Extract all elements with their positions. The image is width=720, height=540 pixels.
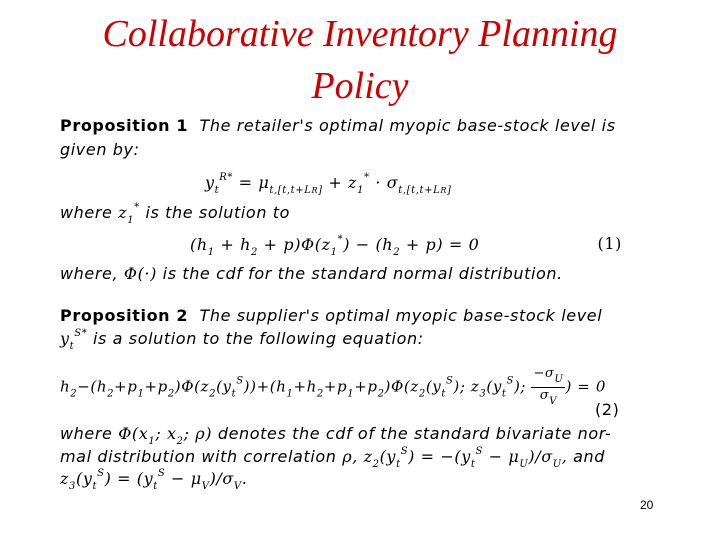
title-line-2: Policy	[311, 65, 409, 107]
prop2-desc-and: and	[573, 447, 606, 466]
prop2-desc-2: mal distribution with correlation ρ, $z_2(y_t^S) = -(y_t^S - \mu_U)/\sigma_U$, and	[60, 446, 606, 470]
prop1-line-1	[60, 116, 616, 135]
prop1-line-2: given by:	[60, 140, 140, 159]
prop1-where: where	[60, 203, 113, 222]
prop1-equation-yR: $y_t^{R*} = \mu_{t,[t,t+LR]} + z_1^* \cdot \sigma_{t,[t,t+LR]}$	[205, 172, 452, 196]
prop2-line-1	[60, 306, 602, 325]
prop1-where-rest: is the solution to	[145, 203, 291, 222]
prop2-line-2: $y_t^{S*}$ is a solution to the following equation:	[60, 328, 424, 352]
prop1-line-where: where $z_1^*$ is the solution to	[60, 202, 291, 226]
prop1-text-1: The retailer's optimal myopic base-stock level is	[199, 116, 616, 135]
prop2-heading: Proposition 2	[60, 306, 189, 325]
prop1-equation-1: $(h_1 + h_2 + p)\Phi(z_1^*) - (h_2 + p) = 0$ (1)	[190, 234, 622, 258]
prop2-text-2: is a solution to the following equation:	[93, 329, 424, 348]
prop2-desc-1: where $\Phi(x_1$; $x_2$; ρ) denotes the cdf of the standard bivariate nor-	[60, 424, 612, 447]
title-line-1: Collaborative Inventory Planning	[102, 13, 618, 55]
prop2-where: where	[60, 424, 113, 443]
prop1-heading: Proposition 1	[60, 116, 189, 135]
prop1-line-cdf: where, Φ(·) is the cdf for the standard normal distribution.	[60, 264, 563, 283]
prop2-desc-text-2: mal distribution with correlation	[60, 447, 337, 466]
prop2-text-1: The supplier's optimal myopic base-stock level	[199, 306, 603, 325]
page-number: 20	[640, 498, 654, 512]
eq-number-1: (1)	[597, 234, 622, 253]
slide-title	[0, 8, 720, 112]
prop1-where-phi: where,	[60, 264, 119, 283]
prop2-equation-2: $h_2-(h_2+p_1+p_2)\Phi(z_2(y_t^S))+(h_1+h_2+p_1+p_2)\Phi(z_2(y_t^S)$; $z_3(y_t^S)$; $\frac{-\sigma_U}{\sigma_V}$ ) = 0	[60, 366, 606, 407]
prop1-cdf-text: is the cdf for the standard normal distribution.	[162, 264, 563, 283]
eq-number-2: (2)	[595, 400, 620, 419]
prop2-desc-text-1: denotes the cdf of the standard bivariate nor-	[217, 424, 612, 443]
prop2-desc-3: $z_3(y_t^S) = (y_t^S - \mu_V)/\sigma_V$.	[60, 468, 248, 492]
